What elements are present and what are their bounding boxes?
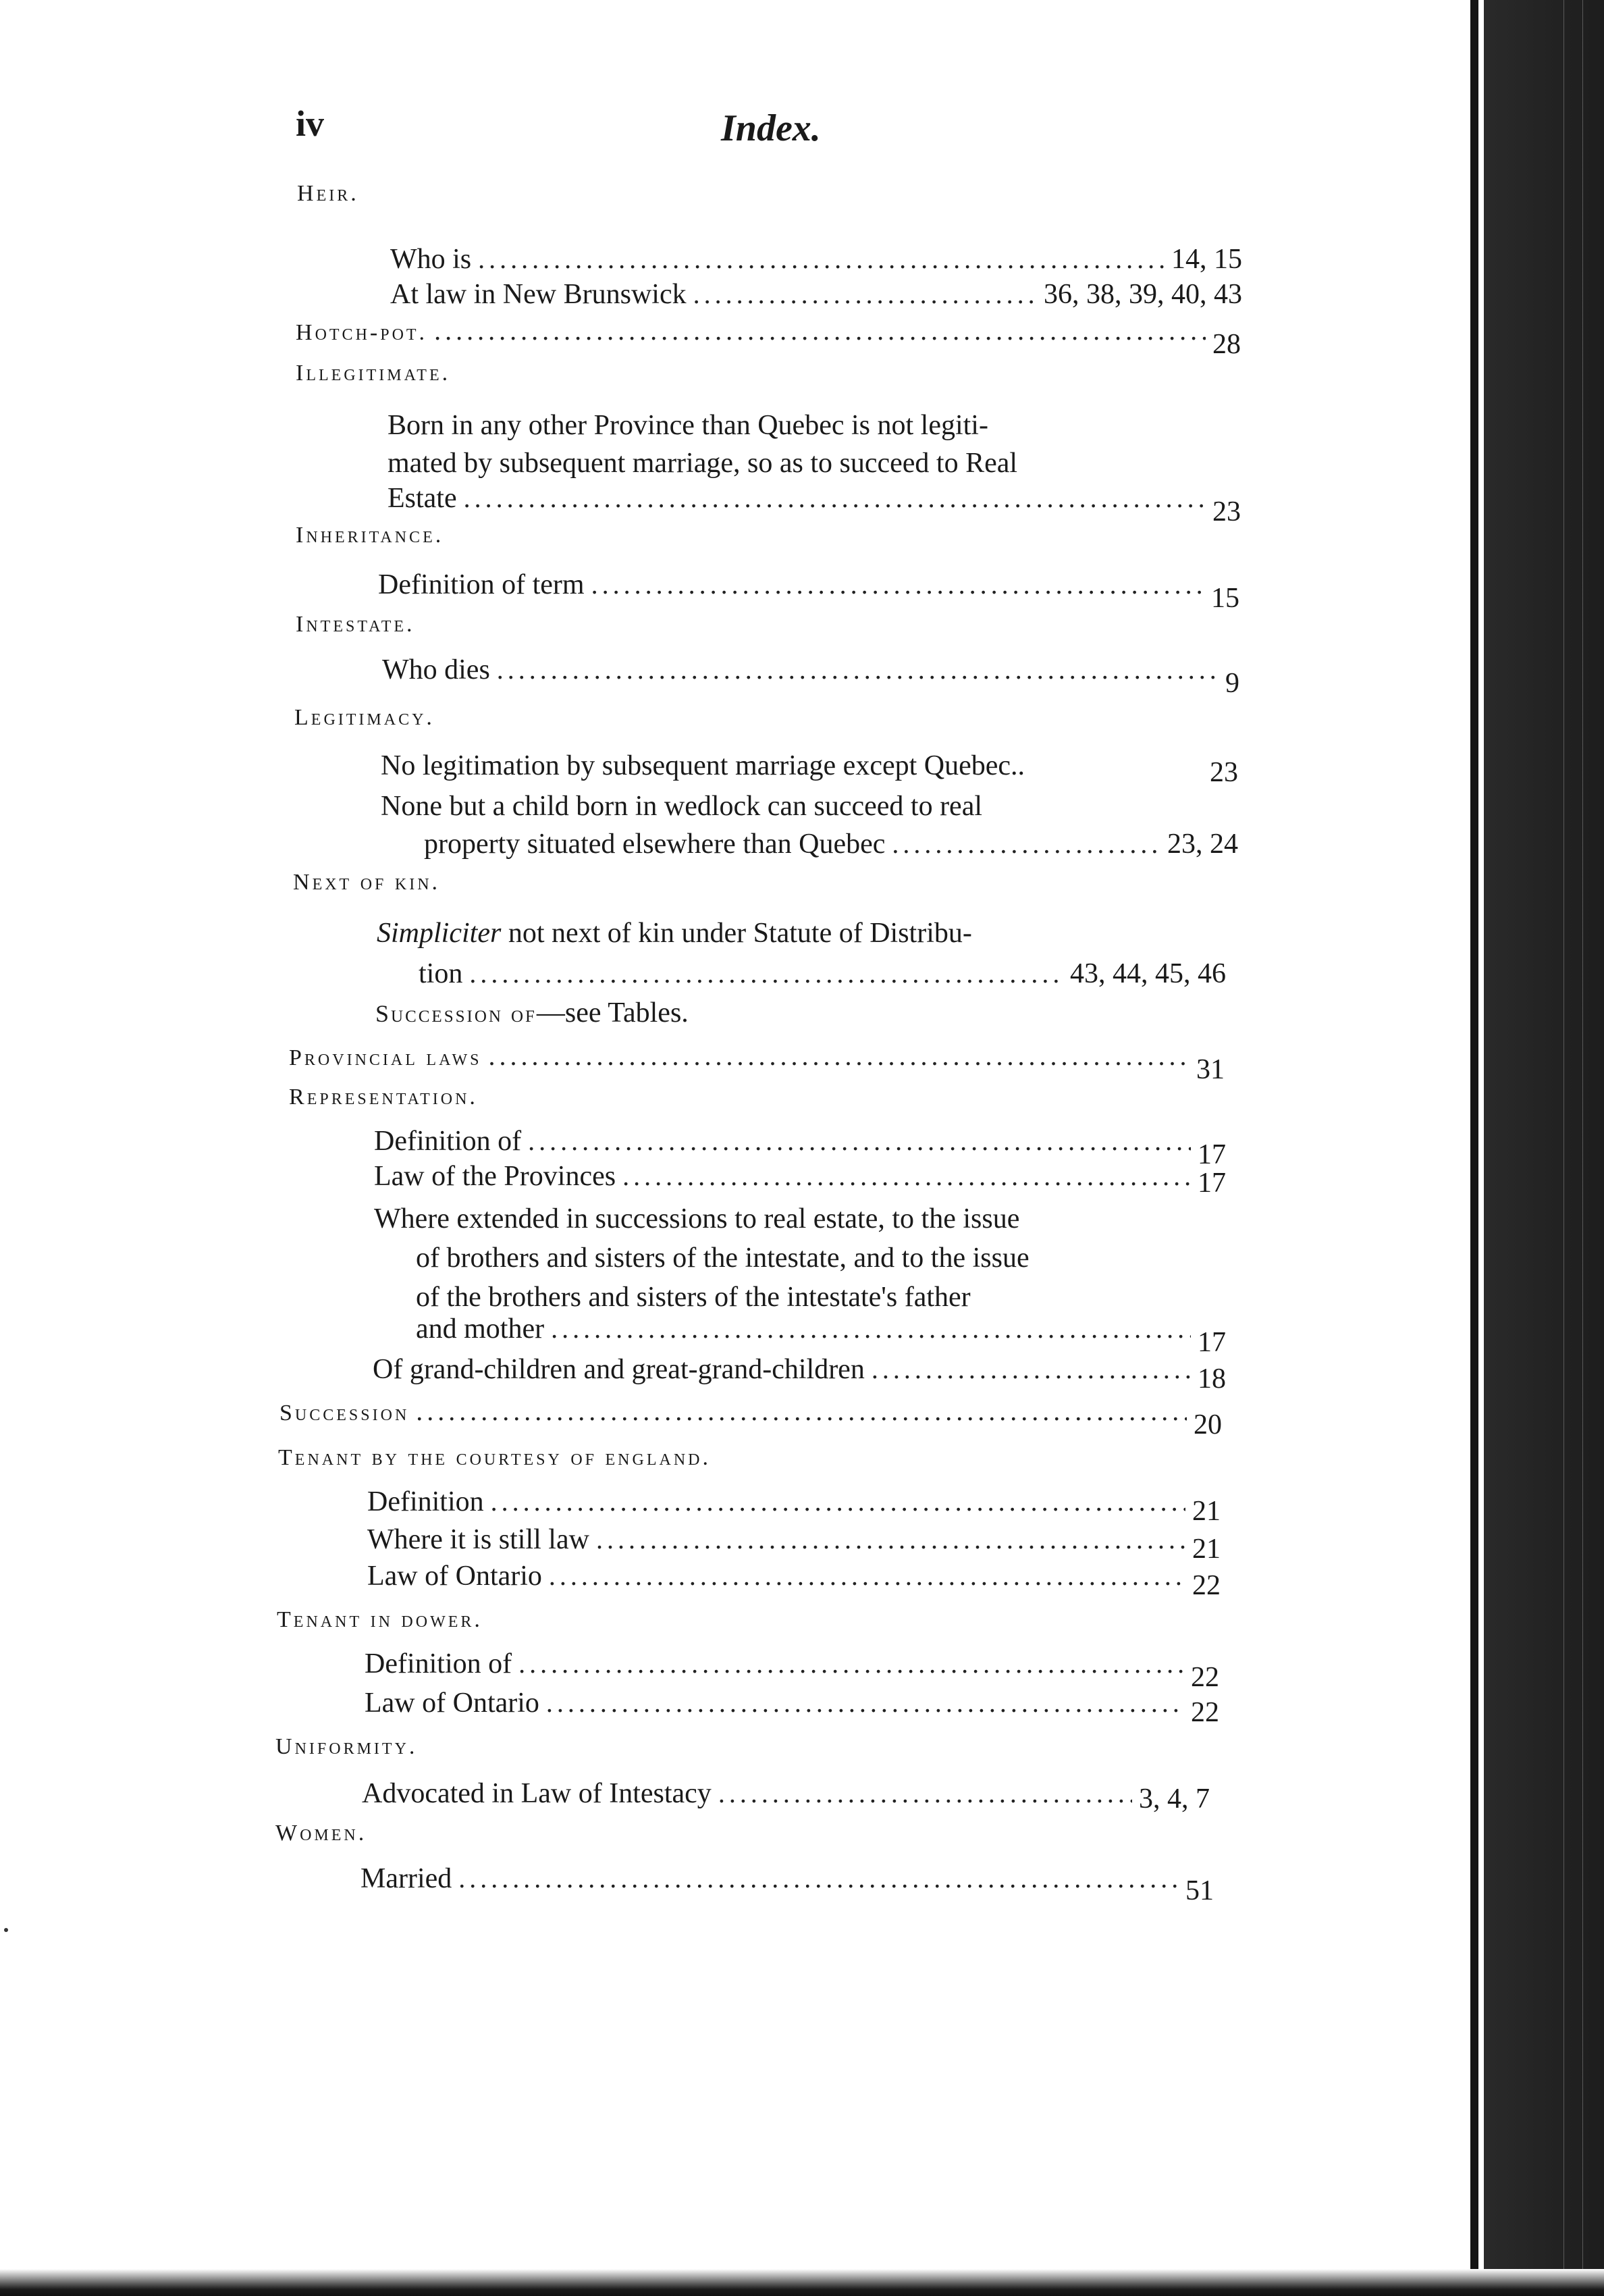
entry-where-extended bbox=[374, 1199, 1150, 1317]
entry-pages: 9 bbox=[1225, 668, 1239, 699]
binding-line bbox=[1563, 0, 1564, 2296]
leader-dots bbox=[718, 1777, 1132, 1809]
leader-dots bbox=[434, 315, 1206, 346]
entry-pages: 3, 4, 7 bbox=[1139, 1783, 1210, 1815]
heading-next-of-kin: Next of kin. bbox=[293, 870, 441, 895]
entry-text: Law of Ontario bbox=[365, 1688, 539, 1719]
entry-pages: 28 bbox=[1212, 329, 1241, 360]
entry-none-but bbox=[381, 787, 1191, 825]
entry-pages: 51 bbox=[1185, 1875, 1214, 1906]
page-title: Index. bbox=[721, 107, 821, 149]
entry-rep-definition bbox=[374, 1125, 1226, 1170]
heading-representation: Representation. bbox=[289, 1085, 478, 1110]
entry-no-legitimation bbox=[381, 750, 1238, 788]
heading-uniformity: Uniformity. bbox=[275, 1734, 418, 1759]
leader-dots bbox=[416, 1395, 1187, 1427]
leader-dots bbox=[458, 1862, 1179, 1894]
entry-pages: 14, 15 bbox=[1171, 244, 1242, 275]
leader-dots bbox=[546, 1687, 1184, 1719]
scan-mark bbox=[4, 1928, 8, 1932]
entry-text: Succession of bbox=[375, 1000, 537, 1027]
entry-pages: 18 bbox=[1198, 1363, 1226, 1394]
leader-dots bbox=[528, 1125, 1191, 1157]
entry-text: Law of Ontario bbox=[367, 1561, 542, 1592]
entry-illegitimate-last bbox=[387, 482, 1241, 527]
leader-dots bbox=[469, 958, 1063, 989]
entry-line bbox=[377, 914, 1221, 952]
italic-term: Simpliciter bbox=[377, 918, 502, 949]
entry-pages: 22 bbox=[1191, 1662, 1219, 1693]
entry-text: Estate bbox=[387, 483, 457, 514]
entry-text: Law of the Provinces bbox=[374, 1161, 616, 1192]
entry-courtesy-ontario bbox=[367, 1560, 1221, 1601]
entry-law-provinces bbox=[374, 1160, 1226, 1199]
entry-and-mother bbox=[416, 1313, 1226, 1358]
heading-intestate: Intestate. bbox=[296, 612, 415, 637]
entry-line: Born in any other Province than Quebec is not legiti- bbox=[387, 410, 988, 441]
entry-text: property situated elsewhere than Quebec bbox=[424, 829, 886, 860]
leader-dots bbox=[491, 1486, 1185, 1517]
entry-who-is bbox=[390, 243, 1242, 276]
entry-illegitimate bbox=[387, 407, 1164, 482]
entry-pages: 31 bbox=[1196, 1054, 1225, 1085]
entry-text: Definition of bbox=[374, 1126, 522, 1157]
entry-succession-of bbox=[375, 997, 689, 1029]
entry-inheritance-definition bbox=[378, 569, 1239, 614]
entry-text: Where it is still law bbox=[367, 1524, 589, 1555]
leader-dots bbox=[596, 1523, 1185, 1555]
entry-text: Who is bbox=[390, 244, 472, 275]
entry-line: Where extended in successions to real estate, to the issue bbox=[374, 1203, 1020, 1234]
leader-dots bbox=[693, 278, 1037, 310]
bottom-page-edge bbox=[0, 2269, 1604, 2296]
entry-line: of the brothers and sisters of the intestate's father bbox=[416, 1282, 971, 1313]
leader-dots bbox=[464, 482, 1206, 514]
entry-pages: 22 bbox=[1192, 1570, 1221, 1601]
entry-pages: 23, 24 bbox=[1167, 829, 1238, 860]
entry-pages: 20 bbox=[1194, 1409, 1222, 1440]
heading-provincial-laws: Provincial laws bbox=[289, 1045, 482, 1070]
entry-pages: 23 bbox=[1212, 496, 1241, 527]
entry-pages: 36, 38, 39, 40, 43 bbox=[1044, 279, 1242, 310]
entry-text: At law in New Brunswick bbox=[390, 279, 687, 310]
heading-hotch-pot: Hotch-pot. bbox=[296, 320, 428, 345]
entry-simpliciter bbox=[377, 914, 1221, 952]
entry-text: Of grand-children and great-grand-children bbox=[373, 1354, 865, 1385]
entry-property-situated bbox=[424, 828, 1238, 860]
entry-pages: 43, 44, 45, 46 bbox=[1070, 958, 1226, 989]
entry-dower-definition bbox=[365, 1648, 1219, 1693]
entry-married bbox=[360, 1862, 1214, 1906]
heading-tenant-dower: Tenant in dower. bbox=[277, 1607, 483, 1632]
entry-at-law bbox=[390, 278, 1242, 311]
leader-dots bbox=[497, 654, 1219, 685]
entry-text: Definition of term bbox=[378, 569, 585, 600]
entry-tion bbox=[419, 958, 1226, 990]
entry-line: None but a child born in wedlock can succeed to real bbox=[381, 791, 983, 822]
leader-dots bbox=[478, 243, 1165, 275]
leader-dots bbox=[549, 1560, 1185, 1592]
heading-tenant-courtesy: Tenant by the courtesy of england. bbox=[278, 1445, 711, 1470]
entry-pages: 22 bbox=[1191, 1697, 1219, 1728]
entry-text: Definition bbox=[367, 1486, 484, 1517]
entry-grand-children bbox=[373, 1353, 1226, 1394]
entry-where-still-law bbox=[367, 1523, 1221, 1565]
entry-pages: 15 bbox=[1211, 583, 1239, 614]
leader-dots bbox=[622, 1160, 1191, 1192]
entry-pages: 21 bbox=[1192, 1496, 1221, 1527]
leader-dots bbox=[488, 1040, 1189, 1072]
heading-succession: Succession bbox=[279, 1401, 410, 1426]
entry-text: No legitimation by subsequent marriage except Quebec.. bbox=[381, 750, 1025, 781]
entry-text: and mother bbox=[416, 1313, 545, 1345]
entry-pages: 17 bbox=[1198, 1168, 1226, 1199]
entry-who-dies bbox=[382, 654, 1239, 699]
entry-provincial-laws bbox=[289, 1040, 1225, 1085]
entry-pages: 21 bbox=[1192, 1534, 1221, 1565]
entry-line: mated by subsequent marriage, so as to succeed to Real bbox=[387, 448, 1018, 479]
binding-line bbox=[1582, 0, 1583, 2296]
leader-dots bbox=[591, 569, 1204, 600]
entry-courtesy-definition bbox=[367, 1486, 1221, 1527]
see-reference: —see Tables. bbox=[536, 997, 689, 1028]
entry-text: Definition of bbox=[365, 1648, 512, 1679]
heading-heir: Heir. bbox=[297, 181, 359, 206]
entry-text: Married bbox=[360, 1863, 452, 1894]
entry-line: of brothers and sisters of the intestate, and to the issue bbox=[416, 1243, 1030, 1274]
page-number: iv bbox=[296, 103, 325, 144]
entry-text: Who dies bbox=[382, 654, 490, 685]
entry-text: not next of kin under Statute of Distribu- bbox=[508, 918, 972, 949]
leader-dots bbox=[892, 828, 1160, 860]
entry-text: tion bbox=[419, 958, 463, 989]
entry-hotch-pot bbox=[296, 315, 1241, 360]
book-binding-edge bbox=[1469, 0, 1604, 2296]
leader-dots bbox=[551, 1313, 1191, 1345]
entry-pages: 17 bbox=[1198, 1139, 1226, 1170]
heading-illegitimate: Illegitimate. bbox=[296, 361, 451, 386]
entry-pages: 17 bbox=[1198, 1327, 1226, 1358]
heading-inheritance: Inheritance. bbox=[296, 523, 444, 548]
heading-legitimacy: Legitimacy. bbox=[294, 705, 435, 730]
entry-advocated bbox=[362, 1777, 1210, 1815]
entry-dower-ontario bbox=[365, 1687, 1219, 1728]
leader-dots bbox=[872, 1353, 1191, 1385]
entry-succession bbox=[279, 1395, 1222, 1440]
entry-text: Advocated in Law of Intestacy bbox=[362, 1778, 712, 1809]
entry-pages: 23 bbox=[1210, 757, 1238, 788]
heading-women: Women. bbox=[275, 1821, 367, 1846]
leader-dots bbox=[518, 1648, 1184, 1679]
